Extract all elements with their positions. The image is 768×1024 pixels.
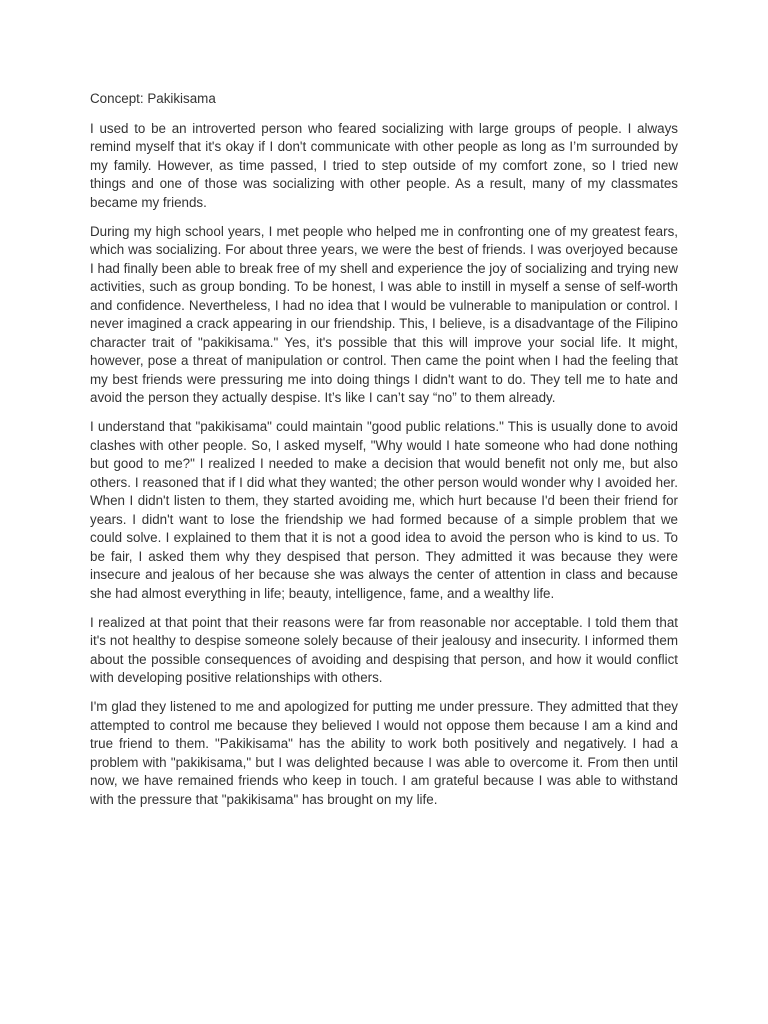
paragraph-1: I used to be an introverted person who feared socializing with large groups of people. I always remind myself that it's okay if I don't communicate with other people as long as I’m surrounded by my family. However, as time passed, I tried to step outside of my comfort zone, so I tried new things and one of those was socializing with other people. As a result, many of my classmates became my friends.	[90, 120, 678, 210]
paragraph-3: I understand that "pakikisama" could maintain "good public relations." This is usually done to avoid clashes with other people. So, I asked myself, "Why would I hate someone who had done nothing but good to me?" I realized I needed to make a decision that would benefit not only me, but also others. I reasoned that if I did what they wanted; the other person would wonder why I avoided her. When I didn't listen to them, they started avoiding me, which hurt because I'd been their friend for years. I didn't want to lose the friendship we had formed because of a simple problem that we could solve. I explained to them that it is not a good idea to avoid the person who is kind to us. To be fair, I asked them why they despised that person. They admitted it was because they were insecure and jealous of her because she was always the center of attention in class and because she had almost everything in life; beauty, intelligence, fame, and a wealthy life.	[90, 419, 678, 601]
paragraph-2: During my high school years, I met people who helped me in confronting one of my greatest fears, which was socializing. For about three years, we were the best of friends. I was overjoyed because I had finally been able to break free of my shell and experience the joy of socializing and trying new activities, such as group bonding. To be honest, I was able to instill in myself a sense of self-worth and confidence. Nevertheless, I had no idea that I would be vulnerable to manipulation or control. I never imagined a crack appearing in our friendship. This, I believe, is a disadvantage of the Filipino character trait of "pakikisama." Yes, it's possible that this will improve your social life. It might, however, pose a threat of manipulation or control. Then came the point when I had the feeling that my best friends were pressuring me into doing things I didn't want to do. They tell me to hate and avoid the person they actually despise. It’s like I can’t say “no” to them already.	[90, 223, 678, 405]
paragraph-4: I realized at that point that their reasons were far from reasonable nor acceptable. I told them that it's not healthy to despise someone solely because of their jealousy and insecurity. I informed them about the possible consequences of avoiding and despising that person, and how it would conflict with developing positive relationships with others.	[90, 614, 678, 685]
paragraph-5: I'm glad they listened to me and apologized for putting me under pressure. They admitted that they attempted to control me because they believed I would not oppose them because I am a kind and true friend to them. "Pakikisama" has the ability to work both positively and negatively. I had a problem with "pakikisama," but I was delighted because I was able to overcome it. From then until now, we have remained friends who keep in touch. I am grateful because I was able to withstand with the pressure that "pakikisama" has brought on my life.	[90, 699, 678, 807]
document-page	[90, 90, 678, 820]
document-title: Concept: Pakikisama	[90, 91, 216, 106]
